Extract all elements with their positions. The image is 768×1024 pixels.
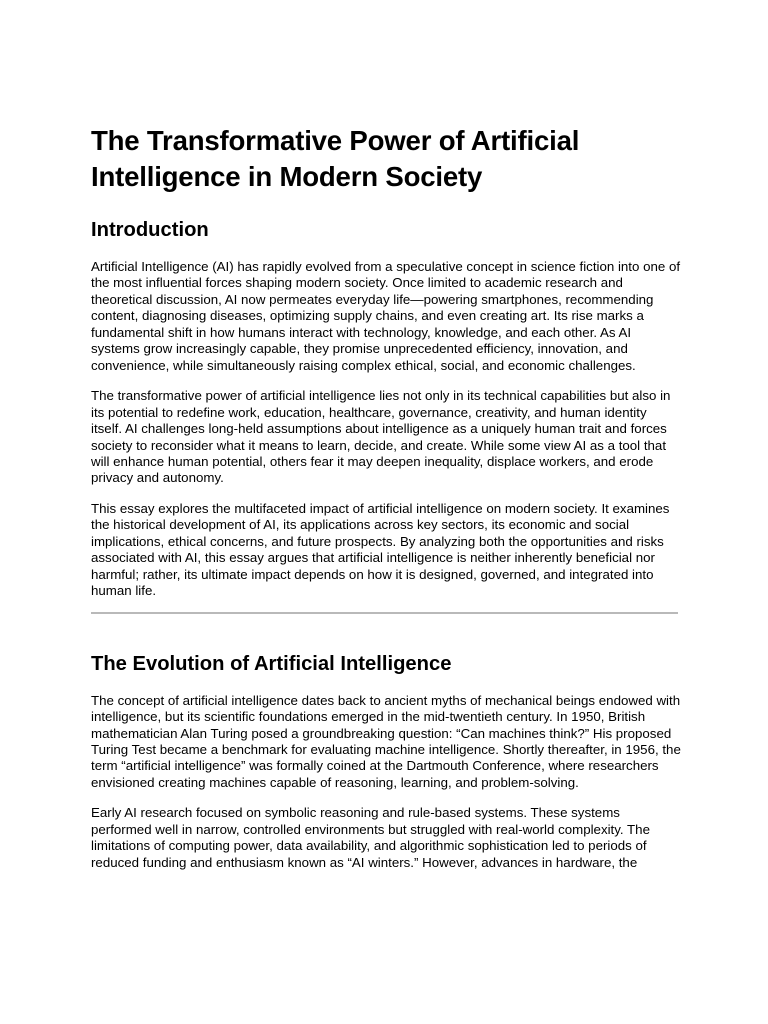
- document-title: The Transformative Power of Artificial Intelligence in Modern Society: [91, 125, 580, 192]
- introduction-heading: Introduction: [91, 219, 209, 241]
- evolution-paragraph-2: Early AI research focused on symbolic reasoning and rule-based systems. These systems performed well in narrow, controlled environments but struggled with real-world complexity. The limitations of computing power, data availability, and algorithmic sophistication led to periods of reduced funding and enthusiasm known as “AI winters.” However, advances in hardware, the: [91, 805, 650, 870]
- introduction-paragraph-1: Artificial Intelligence (AI) has rapidly evolved from a speculative concept in science fiction into one of the most influential forces shaping modern society. Once limited to academic research and theoretical discussion, AI now permeates everyday life—powering smartphones, recommending content, diagnosing diseases, optimizing supply chains, and even creating art. Its rise marks a fundamental shift in how humans interact with technology, knowledge, and each other. As AI systems grow increasingly capable, they promise unprecedented efficiency, innovation, and convenience, while simultaneously raising complex ethical, social, and economic challenges.: [91, 259, 681, 373]
- introduction-paragraph-2: The transformative power of artificial intelligence lies not only in its technical capabilities but also in its potential to redefine work, education, healthcare, governance, creativity, and human identity itself. AI challenges long-held assumptions about intelligence as a uniquely human trait and forces society to reconsider what it means to learn, decide, and create. While some view AI as a tool that will enhance human potential, others fear it may deepen inequality, displace workers, and erode privacy and autonomy.: [91, 388, 671, 486]
- evolution-paragraph-1: The concept of artificial intelligence dates back to ancient myths of mechanical beings endowed with intelligence, but its scientific foundations emerged in the mid-twentieth century. In 1950, British mathematician Alan Turing posed a groundbreaking question: “Can machines think?” His proposed Turing Test became a benchmark for evaluating machine intelligence. Shortly thereafter, in 1956, the term “artificial intelligence” was formally coined at the Dartmouth Conference, where researchers envisioned creating machines capable of reasoning, learning, and problem-solving.: [91, 692, 681, 790]
- section-divider: [91, 612, 678, 614]
- introduction-paragraph-3: This essay explores the multifaceted impact of artificial intelligence on modern society. It examines the historical development of AI, its applications across key sectors, its economic and social implications, ethical concerns, and future prospects. By analyzing both the opportunities and risks associated with AI, this essay argues that artificial intelligence is neither inherently beneficial nor harmful; rather, its ultimate impact depends on how it is designed, governed, and integrated into human life.: [91, 500, 670, 599]
- document-page: [91, 123, 681, 871]
- evolution-heading: The Evolution of Artificial Intelligence: [91, 652, 452, 675]
